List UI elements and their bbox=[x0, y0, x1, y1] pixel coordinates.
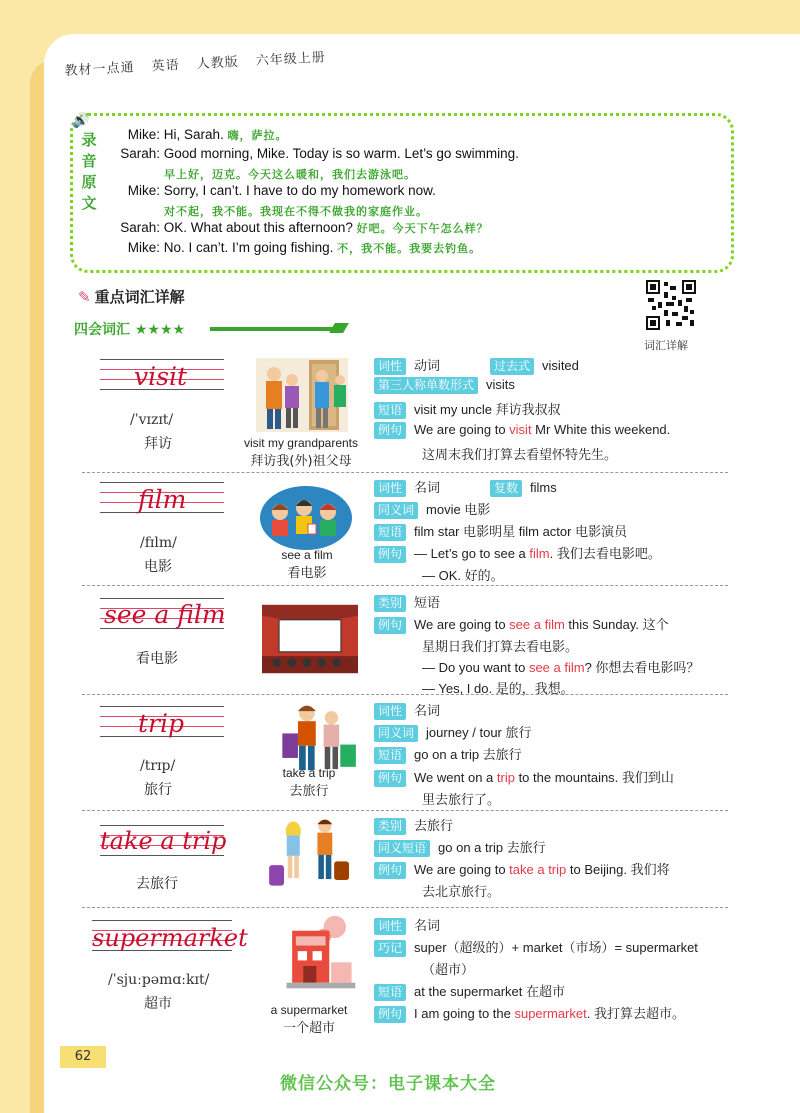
picture-caption: a supermarket 一个超市 bbox=[270, 1003, 348, 1036]
info-row: 类别 短语 bbox=[374, 592, 440, 612]
info-row: 词性 动词 过去式 visited bbox=[374, 355, 579, 375]
phonetic: /trɪp/ bbox=[140, 758, 176, 774]
info-row: 星期日我们打算去看电影。 bbox=[422, 639, 579, 654]
watermark: 微信公众号：电子课本大全 bbox=[280, 1074, 496, 1094]
info-row: 例句 We are going to take a trip to Beijing. 我们将 bbox=[374, 859, 670, 879]
info-row: — OK. 好的。 bbox=[422, 568, 504, 583]
header-book: 教材一点通 bbox=[64, 60, 135, 79]
vocab-word: visit bbox=[134, 362, 187, 391]
phonetic: /fɪlm/ bbox=[140, 535, 177, 551]
recording-label: 录 音 原 文 bbox=[81, 131, 97, 212]
dialogue-line: Mike: No. I can’t. I’m going fishing. 不，我不能。我要去钓鱼。 bbox=[127, 240, 482, 255]
info-row: 这周末我们打算去看望怀特先生。 bbox=[422, 447, 618, 462]
info-row: 类别 去旅行 bbox=[374, 815, 453, 835]
header-subject: 英语 bbox=[151, 57, 181, 75]
supermarket-illustration bbox=[272, 914, 368, 992]
phonetic: /ˈvɪzɪt/ bbox=[130, 412, 174, 428]
qr-label: 词汇详解 bbox=[644, 339, 688, 352]
vocab-word: supermarket bbox=[92, 924, 248, 952]
level-label: 四会词汇 ★★★★ bbox=[74, 322, 186, 338]
vocab-word: see a film bbox=[104, 600, 226, 629]
info-row: 短语 visit my uncle 拜访我叔叔 bbox=[374, 399, 561, 419]
picture-caption: take a trip 去旅行 bbox=[282, 766, 336, 799]
info-row: 同义词 journey / tour 旅行 bbox=[374, 722, 532, 742]
info-row: 例句 We are going to visit Mr White this weekend. bbox=[374, 422, 670, 439]
word-meaning: 拜访 bbox=[144, 436, 172, 452]
cinema-audience-illustration bbox=[258, 476, 354, 554]
info-row: 同义词 movie 电影 bbox=[374, 499, 490, 519]
info-row: 短语 at the supermarket 在超市 bbox=[374, 981, 565, 1001]
speaker-icon[interactable]: 🔊 bbox=[72, 113, 90, 129]
picture-caption: visit my grandparents 拜访我(外)祖父母 bbox=[243, 436, 359, 469]
info-row: 例句 — Let’s go to see a film. 我们去看电影吧。 bbox=[374, 543, 661, 563]
word-meaning: 去旅行 bbox=[136, 876, 178, 892]
phonetic: /ˈsjuːpəmɑːkɪt/ bbox=[108, 972, 210, 988]
info-row: 巧记 super（超级的）+ market（市场）= supermarket bbox=[374, 937, 698, 957]
word-meaning: 旅行 bbox=[144, 782, 172, 798]
info-row: 词性 名词 复数 films bbox=[374, 477, 557, 497]
header-edition: 人教版 bbox=[196, 54, 240, 73]
picture-caption: see a film 看电影 bbox=[281, 548, 333, 581]
word-meaning: 看电影 bbox=[136, 651, 178, 667]
info-row: 短语 film star 电影明星 film actor 电影演员 bbox=[374, 521, 627, 541]
section-title: ✎ 重点词汇详解 bbox=[78, 288, 185, 306]
info-row: 词性 名词 bbox=[374, 700, 440, 720]
vocab-word: trip bbox=[138, 709, 184, 738]
dialogue-line: Mike: Hi, Sarah. 嗨，萨拉。 bbox=[127, 127, 288, 142]
pencil-icon: ✎ bbox=[78, 288, 91, 306]
word-meaning: 电影 bbox=[144, 559, 172, 575]
word-meaning: 超市 bbox=[144, 996, 172, 1012]
info-row: 同义短语 go on a trip 去旅行 bbox=[374, 837, 546, 857]
vocab-word: film bbox=[138, 485, 187, 514]
cinema-screen-illustration bbox=[262, 600, 358, 678]
info-row: 例句 We went on a trip to the mountains. 我们到山 bbox=[374, 767, 674, 787]
grandparents-illustration bbox=[254, 356, 350, 434]
header-grade: 六年级上册 bbox=[255, 50, 327, 69]
dialogue-translation: 对不起，我不能。我现在不得不做我的家庭作业。 bbox=[164, 205, 428, 218]
info-row: 例句 I am going to the supermarket. 我打算去超市。 bbox=[374, 1003, 685, 1023]
page-number: 62 bbox=[60, 1046, 106, 1068]
info-row: — Yes, I do. 是的，我想。 bbox=[422, 681, 574, 696]
info-row: 第三人称单数形式 visits bbox=[374, 377, 515, 394]
level-underline bbox=[210, 327, 340, 331]
info-row: 例句 We are going to see a film this Sunday. 这个 bbox=[374, 614, 669, 634]
qr-code-icon[interactable] bbox=[646, 280, 696, 330]
info-row: 短语 go on a trip 去旅行 bbox=[374, 744, 522, 764]
info-row: 去北京旅行。 bbox=[422, 884, 501, 899]
dialogue-translation: 早上好，迈克。今天这么暖和，我们去游泳吧。 bbox=[164, 168, 416, 181]
vocab-word: take a trip bbox=[100, 827, 227, 855]
info-row: 词性 名词 bbox=[374, 915, 440, 935]
info-row: 里去旅行了。 bbox=[422, 792, 501, 807]
couple-travel-illustration bbox=[262, 815, 358, 893]
dialogue-line: Sarah: OK. What about this afternoon? 好吧。今天下午怎么样？ bbox=[120, 220, 489, 235]
info-row: （超市） bbox=[422, 962, 475, 977]
info-row: — Do you want to see a film? 你想去看电影吗？ bbox=[422, 660, 700, 675]
dialogue-line: Mike: Sorry, I can’t. I have to do my homework now. bbox=[127, 183, 436, 198]
dialogue-line: Sarah: Good morning, Mike. Today is so warm. Let’s go swimming. bbox=[120, 146, 519, 161]
star-rating: ★★★★ bbox=[134, 322, 186, 338]
